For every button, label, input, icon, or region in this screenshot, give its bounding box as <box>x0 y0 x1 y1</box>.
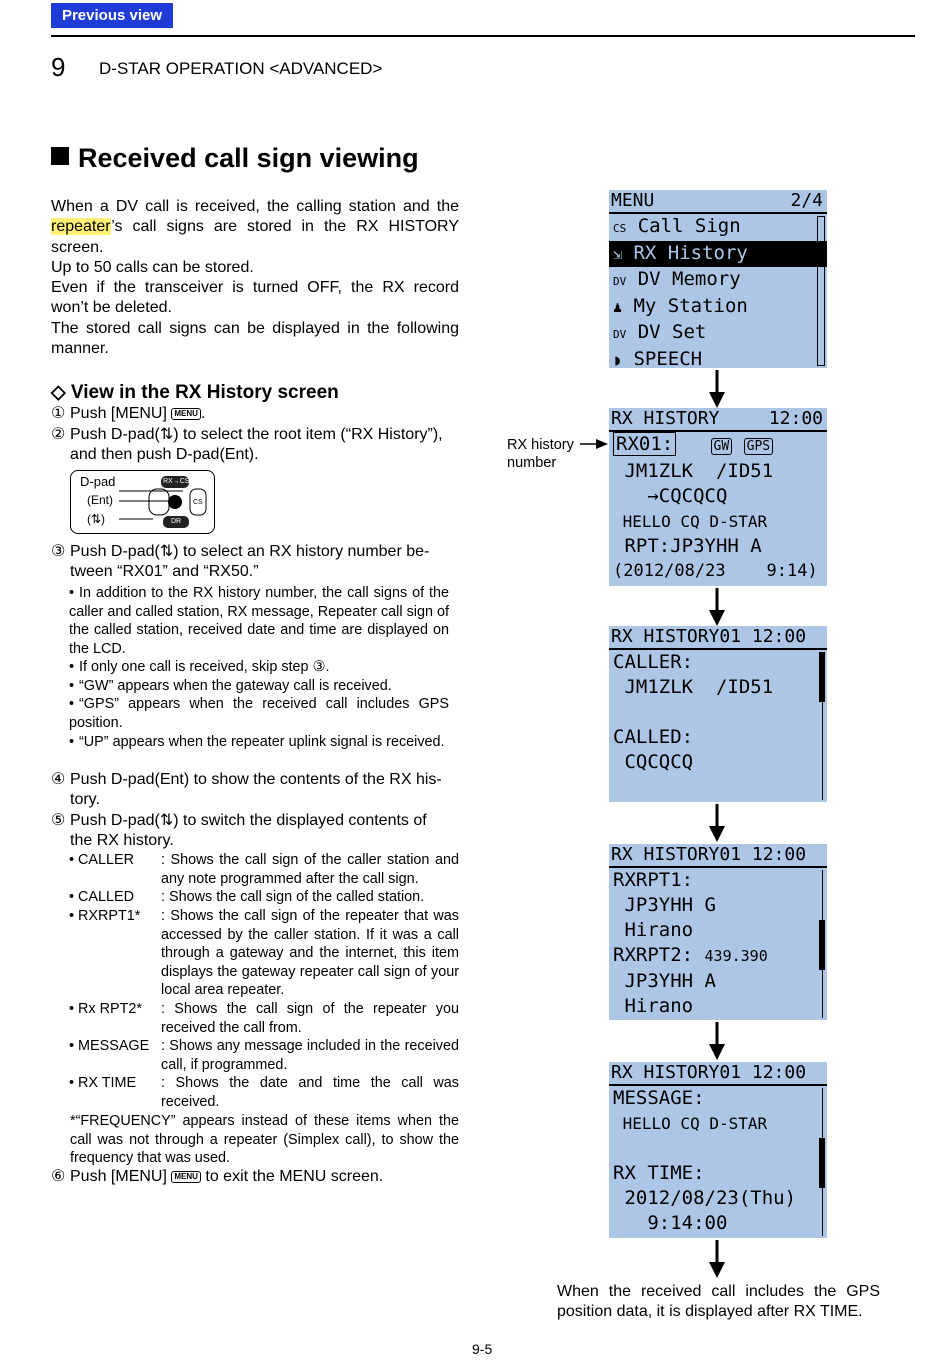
def-rxrpt1: • RXRPT1* : Shows the call sign of the repeater that was accessed by the caller station. If it was a call through a gateway and the internet, this item displays the gateway repeater call sign of your local area repeater. <box>69 908 459 999</box>
intro-paragraph-1: When a DV call is received, the calling station and the repeater’s call signs are stored in the RX HISTORY screen. <box>51 198 459 256</box>
step-3-bullet-5: • “UP” appears when the repeater uplink signal is received. <box>69 734 445 750</box>
highlighted-word: repeater <box>51 218 112 236</box>
history-line-2: →CQCQCQ <box>613 485 728 507</box>
rx-time-clock: 9:14:00 <box>613 1212 728 1234</box>
history-line-5: (2012/08/23 9:14) <box>613 561 818 581</box>
chapter-title: D-STAR OPERATION <ADVANCED> <box>99 59 383 78</box>
called-value: CQCQCQ <box>613 751 694 773</box>
speaker-icon: ◗ <box>613 351 623 368</box>
page-number: 9-5 <box>472 1341 493 1357</box>
step-3-bullet-2: • If only one call is received, skip step ③. <box>69 659 330 675</box>
down-arrow-icon <box>708 804 726 842</box>
rxrpt1-label: RXRPT1: <box>613 869 694 891</box>
menu-item-speech[interactable]: ◗ SPEECH <box>613 348 703 368</box>
message-label: MESSAGE: <box>613 1087 705 1109</box>
rxcs-key-label: RX→CS <box>163 478 190 485</box>
menu-item-rx-history[interactable]: ⇲ RX History <box>609 241 827 267</box>
step-2: ② Push D-pad(⇅) to select the root item (“RX History”), and then push D-pad(Ent). <box>51 426 443 464</box>
caller-value: JM1ZLK /ID51 <box>613 676 774 698</box>
called-label: CALLED: <box>613 726 694 748</box>
caller-label: CALLER: <box>613 651 694 673</box>
gps-badge: GPS <box>744 438 773 455</box>
step-3: ③ Push D-pad(⇅) to select an RX history number be- tween “RX01” and “RX50.” <box>51 543 430 581</box>
dr-key-label: DR <box>171 518 182 525</box>
history-line-3: HELLO CQ D-STAR <box>613 512 768 531</box>
gps-note: When the received call includes the GPS position data, it is displayed after RX TIME. <box>557 1283 880 1321</box>
lcd-caller-header: RX HISTORY01 12:00 <box>609 626 827 650</box>
menu-item-my-station[interactable]: ♟ My Station <box>613 295 748 317</box>
step-3-bullet-1: • In addition to the RX history number, the call signs of the caller and called station, RX message, Repeater call sign of the called station, received date and time are displayed on the LCD. <box>69 585 449 657</box>
menu-item-call-sign[interactable]: CS Call Sign <box>613 215 741 237</box>
def-called: • CALLED : Shows the call sign of the called station. <box>69 889 425 905</box>
header-rule <box>51 35 915 37</box>
section-title <box>51 143 419 174</box>
lcd-menu-header: MENU 2/4 <box>609 190 827 214</box>
rx-history-icon: ⇲ <box>613 245 623 263</box>
subsection-title: ◇ View in the RX History screen <box>51 382 339 403</box>
menu-key-icon: MENU <box>171 1171 201 1183</box>
pointer-arrow-icon <box>580 438 608 450</box>
footnote: *“FREQUENCY” appears instead of these items when the call was not through a repeater (Simplex call), to show the frequency that was used. <box>70 1113 459 1167</box>
intro-paragraph-2: Up to 50 calls can be stored. <box>51 259 254 276</box>
down-arrow-icon <box>708 588 726 626</box>
cs-key-label: CS <box>193 499 203 506</box>
rxrpt2-label: RXRPT2: 439.390 <box>613 944 768 966</box>
down-arrow-icon <box>708 1022 726 1060</box>
step-3-bullet-4: • “GPS” appears when the received call includes GPS position. <box>69 696 449 731</box>
scrollbar-track <box>821 1088 823 1236</box>
lcd-history-header: RX HISTORY 12:00 <box>609 408 827 432</box>
rx-history-number-label: RX history number <box>507 437 574 471</box>
rx-time-date: 2012/08/23(Thu) <box>613 1187 797 1209</box>
rxrpt2-name: Hirano <box>613 995 694 1017</box>
intro-paragraph-4: The stored call signs can be displayed in the following manner. <box>51 320 459 358</box>
menu-item-dv-set[interactable]: DV DV Set <box>613 321 707 343</box>
intro-paragraph-3: Even if the transceiver is turned OFF, the RX record won’t be deleted. <box>51 279 459 317</box>
def-rx-time: • RX TIME : Shows the date and time the call was received. <box>69 1075 459 1110</box>
lcd-message-screen <box>609 1062 827 1238</box>
dv-memory-icon: DV <box>613 275 627 288</box>
chapter-number: 9 <box>51 52 66 82</box>
lcd-rxrpt-header: RX HISTORY01 12:00 <box>609 844 827 868</box>
lcd-rx-history-screen <box>609 408 827 586</box>
history-number-row <box>609 432 827 459</box>
blank-line <box>609 1136 827 1161</box>
lcd-menu-screen <box>609 190 827 368</box>
rxrpt1-name: Hirano <box>613 919 694 941</box>
step-6: ⑥ Push [MENU] MENU to exit the MENU screen. <box>51 1168 384 1185</box>
message-value: HELLO CQ D-STAR <box>613 1114 768 1133</box>
step-4: ④ Push D-pad(Ent) to show the contents of the RX his- tory. <box>51 771 442 809</box>
person-icon: ♟ <box>613 298 623 316</box>
def-message: • MESSAGE : Shows any message included in the received call, if programmed. <box>69 1038 459 1073</box>
dv-set-icon: DV <box>613 328 627 341</box>
rxrpt1-value: JP3YHH G <box>613 894 716 916</box>
dpad-updown-label: (⇅) <box>87 512 106 526</box>
history-line-4: RPT:JP3YHH A <box>613 535 762 557</box>
lcd-caller-screen <box>609 626 827 802</box>
scrollbar-track <box>821 702 823 800</box>
gw-badge: GW <box>711 438 733 455</box>
dpad-label: D-pad <box>80 474 116 489</box>
scrollbar-thumb[interactable] <box>819 652 825 702</box>
scrollbar-track <box>821 870 823 1018</box>
step-3-bullet-3: • “GW” appears when the gateway call is received. <box>69 678 392 694</box>
def-caller: • CALLER : Shows the call sign of the caller station and any note programmed after the call sign. <box>69 852 459 887</box>
down-arrow-icon <box>708 1240 726 1278</box>
lcd-message-header: RX HISTORY01 12:00 <box>609 1062 827 1086</box>
dpad-diagram <box>70 470 215 534</box>
menu-item-dv-memory[interactable]: DV DV Memory <box>613 268 741 290</box>
step-1: ① Push [MENU] MENU . <box>51 405 206 422</box>
section-title-text: Received call sign viewing <box>78 143 419 173</box>
rxrpt2-frequency: 439.390 <box>704 947 768 965</box>
down-arrow-icon <box>708 370 726 408</box>
dpad-ent-label: (Ent) <box>87 493 114 507</box>
previous-view-button[interactable]: Previous view <box>51 3 173 28</box>
lcd-rxrpt-screen <box>609 844 827 1020</box>
def-rxrpt2: • Rx RPT2* : Shows the call sign of the repeater you received the call from. <box>69 1001 459 1036</box>
menu-key-icon: MENU <box>171 408 201 420</box>
call-sign-icon: CS <box>613 222 627 235</box>
rx-time-label: RX TIME: <box>613 1162 705 1184</box>
step-5: ⑤ Push D-pad(⇅) to switch the displayed contents of the RX history. <box>51 812 427 850</box>
history-line-1: JM1ZLK /ID51 <box>613 460 774 482</box>
blank-line <box>609 700 827 725</box>
rx-number: RX01: <box>613 432 676 456</box>
rxrpt2-value: JP3YHH A <box>613 970 716 992</box>
scrollbar[interactable] <box>817 216 825 366</box>
square-bullet-icon <box>51 147 69 165</box>
